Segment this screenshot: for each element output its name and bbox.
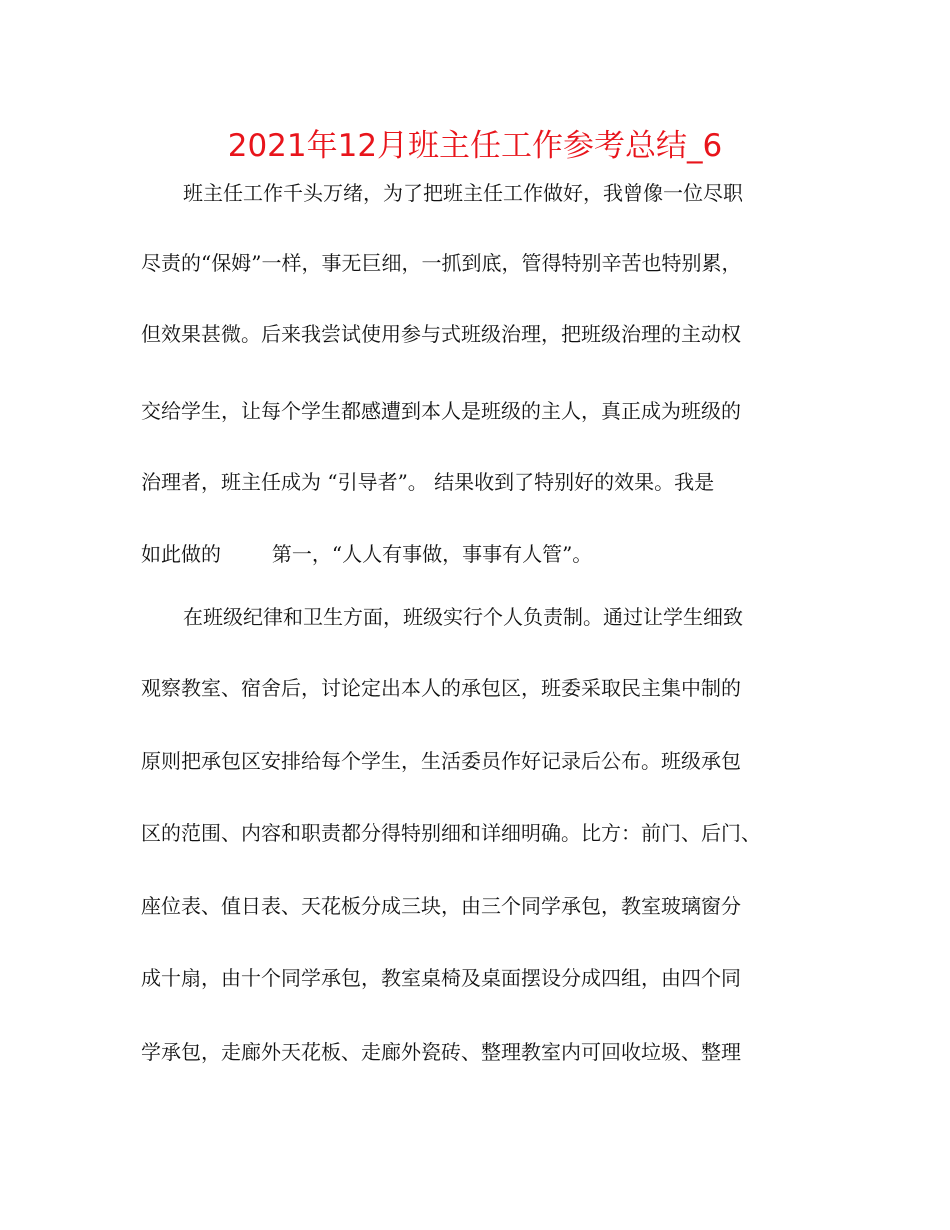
paragraph-1-line-4: 交给学生，让每个学生都感遭到本人是班级的主人，真正成为班级的 [141, 399, 741, 423]
paragraph-1-line-2: 尽责的“保姆”一样，事无巨细，一抓到底，管得特别辛苦也特别累， [141, 251, 742, 275]
document-title: 2021年12月班主任工作参考总结_6 [227, 128, 723, 164]
paragraph-1-line-6: 如此做的 第一，“人人有事做，事事有人管”。 [141, 542, 593, 566]
paragraph-2-line-2: 观察教室、宿舍后，讨论定出本人的承包区，班委采取民主集中制的 [141, 676, 741, 700]
paragraph-1-line-5: 治理者，班主任成为 “引导者”。 结果收到了特别好的效果。我是 [141, 470, 715, 494]
paragraph-2-line-4: 区的范围、内容和职责都分得特别细和详细明确。比方：前门、后门、 [141, 821, 761, 845]
paragraph-2-line-3: 原则把承包区安排给每个学生，生活委员作好记录后公布。班级承包 [141, 749, 741, 773]
paragraph-2-line-1: 在班级纪律和卫生方面，班级实行个人负责制。通过让学生细致 [183, 605, 743, 629]
paragraph-2-line-6: 成十扇，由十个同学承包，教室桌椅及桌面摆设分成四组，由四个同 [141, 966, 741, 990]
paragraph-1-line-3: 但效果甚微。后来我尝试使用参与式班级治理，把班级治理的主动权 [141, 322, 741, 346]
paragraph-2-line-7: 学承包，走廊外天花板、走廊外瓷砖、整理教室内可回收垃圾、整理 [141, 1040, 741, 1064]
paragraph-2-line-5: 座位表、值日表、天花板分成三块，由三个同学承包，教室玻璃窗分 [141, 894, 741, 918]
paragraph-1-line-1: 班主任工作千头万绪，为了把班主任工作做好，我曾像一位尽职 [183, 181, 743, 205]
